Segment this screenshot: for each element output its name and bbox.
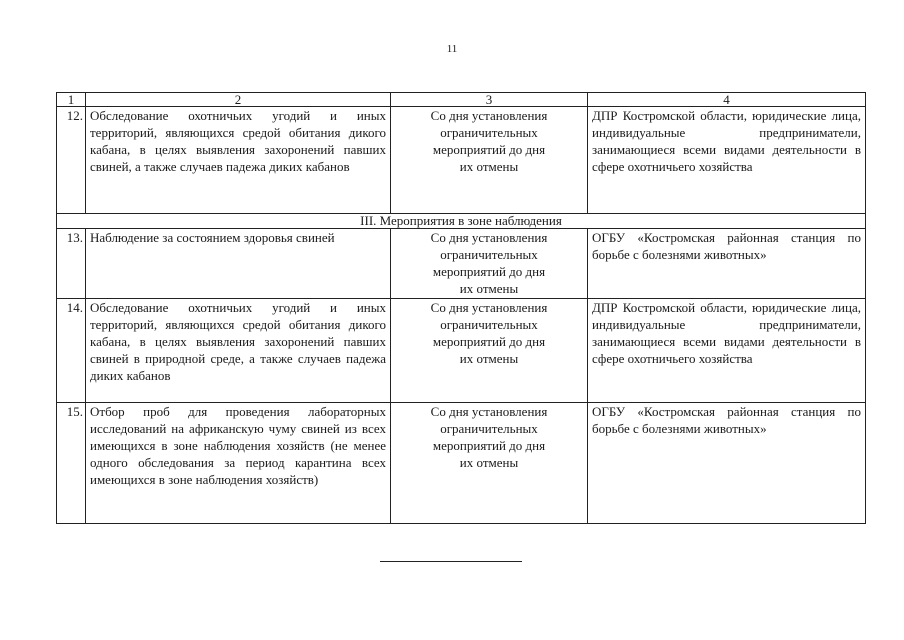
- row-number: 15.: [57, 403, 86, 524]
- header-col-1: 1: [57, 93, 86, 107]
- responsible-cell: ДПР Костромской области, юридические лица, индивидуальные предприниматели, занимающиеся всеми видами деятельности в сфере охотничьего хозяйства: [588, 299, 866, 403]
- header-col-2: 2: [86, 93, 391, 107]
- section-title: III. Мероприятия в зоне наблюдения: [57, 214, 866, 229]
- row-number: 13.: [57, 229, 86, 299]
- responsible-cell: ОГБУ «Костромская районная станция по борьбе с болезнями животных»: [588, 229, 866, 299]
- closing-divider-line: [380, 561, 522, 562]
- row-number: 14.: [57, 299, 86, 403]
- activity-cell: Обследование охотничьих угодий и иных территорий, являющихся средой обитания дикого кабана, в целях выявления захоронений павших свиней в природной среде, а также случаев падежа диких кабанов: [86, 299, 391, 403]
- table-row: [57, 107, 866, 214]
- responsible-cell: ДПР Костромской области, юридические лица, индивидуальные предприниматели, занимающиеся всеми видами деятельности в сфере охотничьего хозяйства: [588, 107, 866, 214]
- activity-cell: Отбор проб для проведения лабораторных исследований на африканскую чуму свиней из всех имеющихся в зоне наблюдения хозяйств (не менее одного обследования за период карантина всех имеющихся в зоне наблюдения хозяйств): [86, 403, 391, 524]
- timing-cell: Со дня установления ограничительных мероприятий до дня их отмены: [391, 229, 588, 299]
- table-row: [57, 299, 866, 403]
- header-col-3: 3: [391, 93, 588, 107]
- table-row: [57, 229, 866, 299]
- activity-cell: Обследование охотничьих угодий и иных территорий, являющихся средой обитания дикого кабана, в целях выявления захоронений павших свиней, а также случаев падежа диких кабанов: [86, 107, 391, 214]
- table-row: [57, 403, 866, 524]
- section-header-row: [57, 214, 866, 229]
- page-number: 11: [446, 43, 458, 55]
- header-col-4: 4: [588, 93, 866, 107]
- timing-cell: Со дня установления ограничительных мероприятий до дня их отмены: [391, 299, 588, 403]
- timing-cell: Со дня установления ограничительных мероприятий до дня их отмены: [391, 403, 588, 524]
- timing-cell: Со дня установления ограничительных мероприятий до дня их отмены: [391, 107, 588, 214]
- measures-table: [56, 92, 866, 524]
- activity-cell: Наблюдение за состоянием здоровья свиней: [86, 229, 391, 299]
- table-header-row: [57, 93, 866, 107]
- row-number: 12.: [57, 107, 86, 214]
- responsible-cell: ОГБУ «Костромская районная станция по борьбе с болезнями животных»: [588, 403, 866, 524]
